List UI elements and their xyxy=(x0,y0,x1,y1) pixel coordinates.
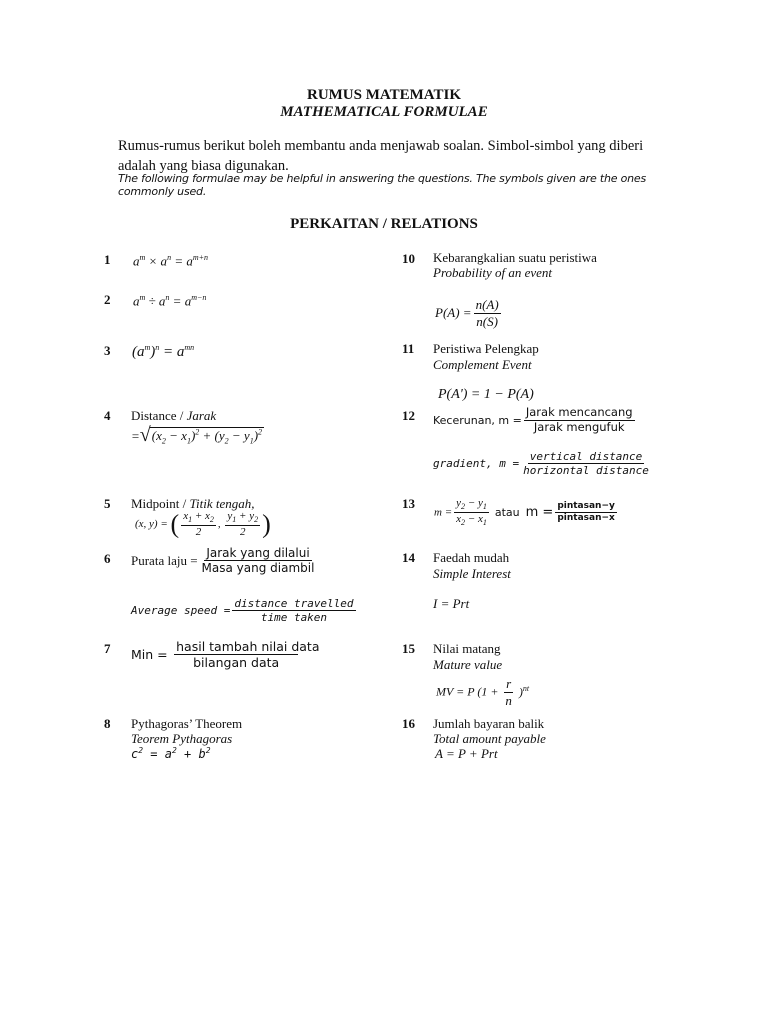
formula-15: MV = P (1 + $\frac{r}{n}$ )$^{nt}$ xyxy=(436,676,530,708)
numerator: Jarak mencancang xyxy=(525,405,633,419)
section-heading: PERKAITAN / RELATIONS xyxy=(290,216,478,232)
intro-text-ms: Rumus-rumus berikut boleh membantu anda menjawab soalan. Simbol-simbol yang diberi adalah yang biasa digunakan. xyxy=(118,138,644,174)
label-en: Midpoint / xyxy=(131,496,190,511)
item-label-8-en: Pythagoras’ Theorem xyxy=(131,716,243,731)
page-subtitle: MATHEMATICAL FORMULAE xyxy=(280,104,488,120)
item-label-14-en: Simple Interest xyxy=(433,566,511,581)
item-number-10: 10 xyxy=(402,251,415,266)
denominator: Masa yang diambil xyxy=(201,561,315,576)
item-number-3: 3 xyxy=(104,343,111,358)
item-number-11: 11 xyxy=(402,341,415,356)
item-label-16-en: Total amount payable xyxy=(433,731,546,746)
numerator: pintasan−y xyxy=(557,500,615,511)
item-number-15: 15 xyxy=(402,641,415,656)
item-label-11-en: Complement Event xyxy=(433,357,532,372)
formula-2: $a^m \div a^n = a^{m-n}$ xyxy=(133,293,207,309)
lhs: gradient, m = xyxy=(433,457,520,471)
item-number-16: 16 xyxy=(402,716,415,731)
item-label-11-ms: Peristiwa Pelengkap xyxy=(433,341,539,356)
formula-6-en xyxy=(131,597,358,624)
denominator: time taken xyxy=(260,611,328,625)
formula-3: $(a^m)^n = a^{mn}$ xyxy=(132,343,195,360)
item-label-10-ms: Kebarangkalian suatu peristiwa xyxy=(433,250,597,265)
lhs: Average speed = xyxy=(131,604,231,618)
item-number-14: 14 xyxy=(402,550,415,565)
label-ms: Titik tengah, xyxy=(189,496,255,511)
denominator: horizontal distance xyxy=(523,464,649,478)
item-label-15-en: Mature value xyxy=(433,657,503,672)
formula-5: (x, y) = ( $\frac{x_1 + x_2}{2}$ , $\frac{y_1 + y_2}{2}$ ) xyxy=(135,509,271,539)
label-ms: Jarak xyxy=(186,408,217,423)
item-number-12: 12 xyxy=(402,408,415,423)
numerator: vertical distance xyxy=(529,450,643,463)
lhs: Kecerunan, m = xyxy=(433,413,522,427)
formula-4: = √ $(x_2 - x_1)^2 + (y_2 - y_1)^2$ xyxy=(131,424,263,446)
denominator: bilangan data xyxy=(193,655,280,670)
formula-11: P(A') = 1 − P(A) xyxy=(438,387,534,402)
numerator: distance travelled xyxy=(234,597,354,610)
formula-14: I = Prt xyxy=(433,596,470,611)
formula-12-ms xyxy=(433,406,637,435)
formula-13: m = $\frac{y_2 - y_1}{x_2 - x_1}$ atau m = $\frac{\text{pintasan−y}}{\text{pintasan−x}}$ xyxy=(434,497,615,527)
item-label-10-en: Probability of an event xyxy=(433,265,553,280)
item-number-7: 7 xyxy=(104,641,111,656)
item-number-1: 1 xyxy=(104,252,111,267)
item-label-4 xyxy=(131,408,216,424)
denominator: Jarak mengufuk xyxy=(533,419,625,434)
page-title: RUMUS MATEMATIK xyxy=(306,87,462,103)
formula-10: P(A) = $\frac{n(A)}{n(S)}$ xyxy=(435,297,499,329)
item-label-15-ms: Nilai matang xyxy=(433,641,501,656)
denominator: pintasan−x xyxy=(557,512,615,523)
formula-16: A = P + Prt xyxy=(435,746,498,761)
lhs: Purata laju = xyxy=(131,552,198,568)
formula-8: $c^2 = a^2 + b^2$ xyxy=(131,746,211,761)
formula-12-en xyxy=(433,450,653,477)
item-number-2: 2 xyxy=(104,292,111,307)
item-number-4: 4 xyxy=(104,408,111,423)
lhs: Min = xyxy=(131,647,168,662)
item-number-8: 8 xyxy=(104,716,111,731)
atau-text: atau xyxy=(494,505,520,519)
item-label-8-ms: Teorem Pythagoras xyxy=(131,731,233,746)
formula-7 xyxy=(131,639,320,670)
formula-6-ms xyxy=(131,546,318,576)
item-label-16-ms: Jumlah bayaran balik xyxy=(433,716,545,731)
intro-text-en: The following formulae may be helpful in answering the questions. The symbols given are the ones commonly used. xyxy=(118,172,646,198)
item-number-6: 6 xyxy=(104,551,111,566)
label-en: Distance / xyxy=(131,408,187,423)
numerator: hasil tambah nilai data xyxy=(176,639,320,654)
formula-1: $a^m \times a^n = a^{m+n}$ xyxy=(133,253,209,269)
numerator: Jarak yang dilalui xyxy=(206,546,310,560)
item-number-5: 5 xyxy=(104,496,111,511)
item-number-13: 13 xyxy=(402,496,415,511)
item-label-14-ms: Faedah mudah xyxy=(433,550,510,565)
